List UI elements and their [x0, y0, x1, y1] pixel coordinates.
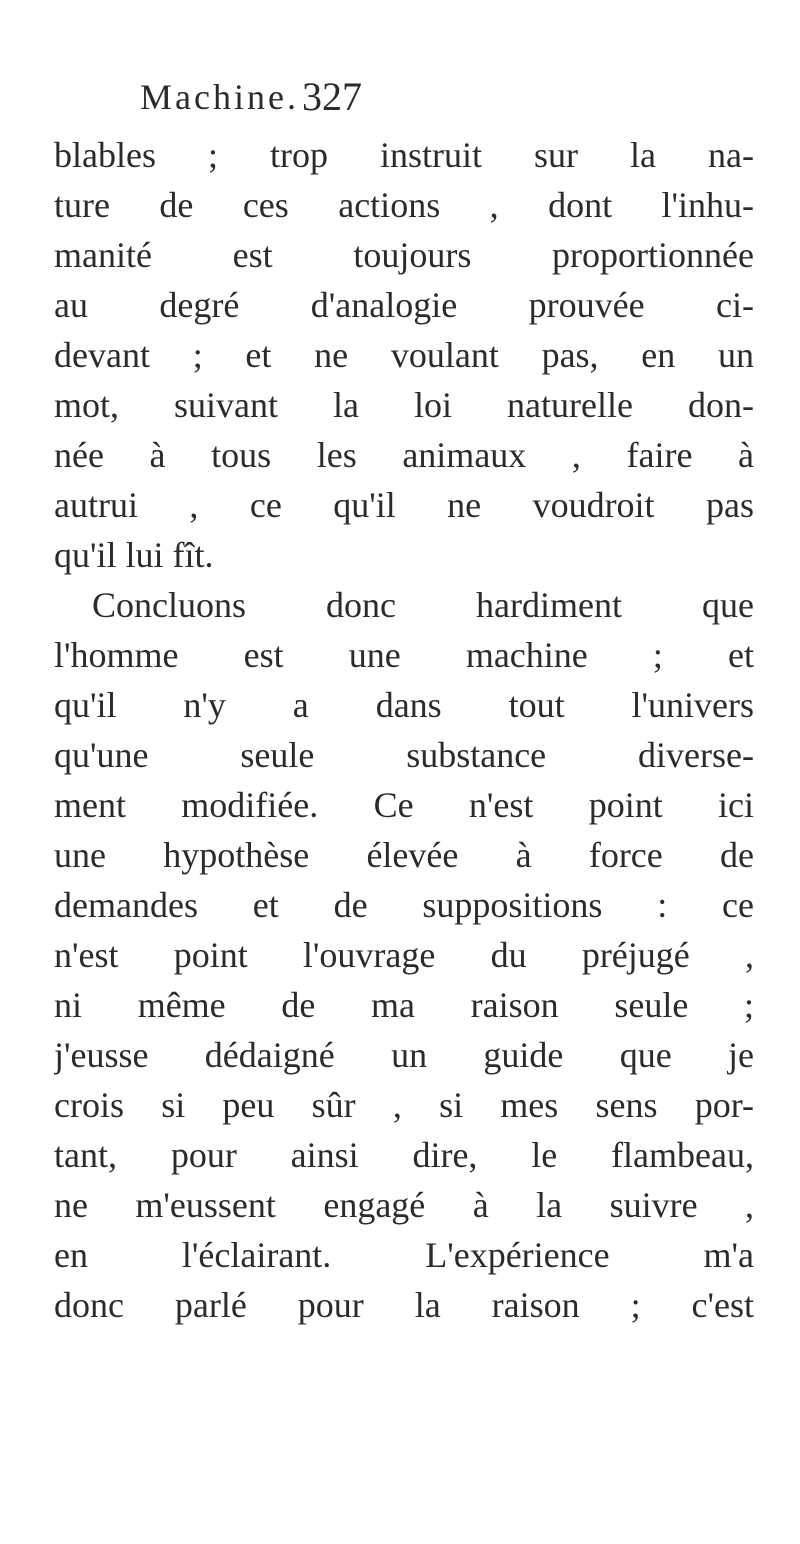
text-line: l'homme est une machine ; et	[54, 635, 754, 675]
text-line-paragraph-end: qu'il lui fît.	[54, 535, 214, 575]
text-line: née à tous les animaux , faire à	[54, 435, 754, 475]
text-line: une hypothèse élevée à force de	[54, 835, 754, 875]
text-line: demandes et de suppositions : ce	[54, 885, 754, 925]
text-line: devant ; et ne voulant pas, en un	[54, 335, 754, 375]
text-line: autrui , ce qu'il ne voudroit pas	[54, 485, 754, 525]
running-head	[60, 72, 760, 122]
page-number: 327	[302, 74, 362, 119]
text-line: j'eusse dédaigné un guide que je	[54, 1035, 754, 1075]
text-line: ne m'eussent engagé à la suivre ,	[54, 1185, 754, 1225]
text-line: tant, pour ainsi dire, le flambeau,	[54, 1135, 754, 1175]
text-line: blables ; trop instruit sur la na-	[54, 135, 754, 175]
text-line: n'est point l'ouvrage du préjugé ,	[54, 935, 754, 975]
text-line: qu'une seule substance diverse-	[54, 735, 754, 775]
text-line: ment modifiée. Ce n'est point ici	[54, 785, 754, 825]
text-line: manité est toujours proportionnée	[54, 235, 754, 275]
text-line: donc parlé pour la raison ; c'est	[54, 1285, 754, 1325]
text-line: qu'il n'y a dans tout l'univers	[54, 685, 754, 725]
text-line: en l'éclairant. L'expérience m'a	[54, 1235, 754, 1275]
text-line: ture de ces actions , dont l'inhu-	[54, 185, 754, 225]
text-line: au degré d'analogie prouvée ci-	[54, 285, 754, 325]
text-line: ni même de ma raison seule ;	[54, 985, 754, 1025]
text-line: mot, suivant la loi naturelle don-	[54, 385, 754, 425]
text-line-paragraph-start: Concluons donc hardiment que	[92, 585, 754, 625]
running-title: Machine.	[140, 77, 299, 117]
body-text	[54, 130, 754, 1330]
text-line: crois si peu sûr , si mes sens por-	[54, 1085, 754, 1125]
